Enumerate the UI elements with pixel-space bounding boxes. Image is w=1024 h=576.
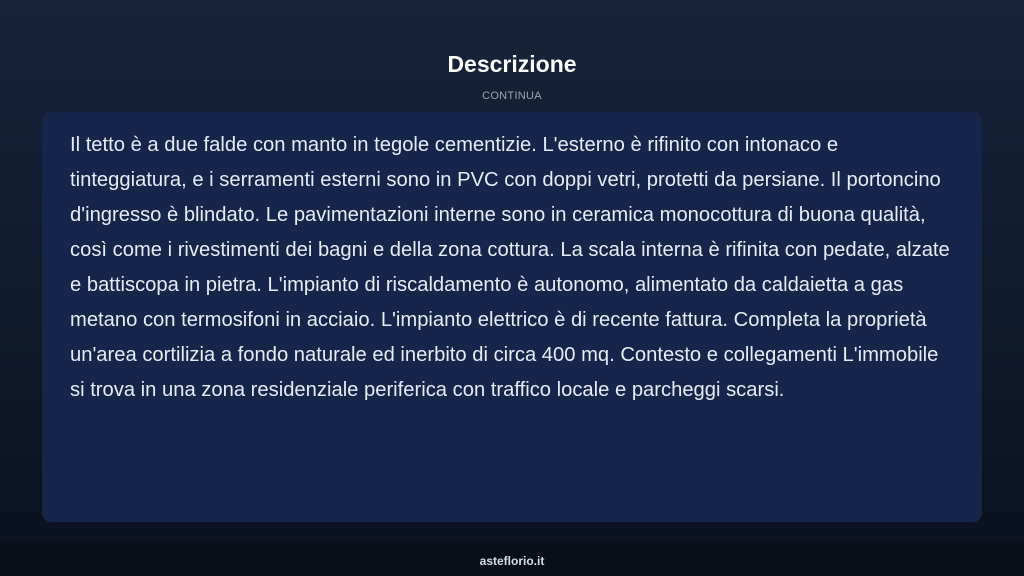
description-text: Il tetto è a due falde con manto in tegole cementizie. L'esterno è rifinito con intonaco e tinteggiatura, e i serramenti esterni sono in PVC con doppi vetri, protetti da persiane. Il portoncino d'ingresso è blindato. Le pavimentazioni interne sono in ceramica monocottura di buona qualità, così come i rivestimenti dei bagni e della zona cottura. La scala interna è rifinita con pedate, alzate e battiscopa in pietra. L'impianto di riscaldamento è autonomo, alimentato da caldaietta a gas metano con termosifoni in acciaio. L'impianto elettrico è di recente fattura. Completa la proprietà un'area cortilizia a fondo naturale ed inerbito di circa 400 mq. Contesto e collegamenti L'immobile si trova in una zona residenziale periferica con traffico locale e parcheggi scarsi. [70, 134, 950, 401]
page-subtitle: CONTINUA [482, 90, 542, 102]
footer-bar [0, 543, 1024, 576]
description-card [42, 112, 982, 522]
footer-site-label: asteflorio.it [479, 554, 545, 568]
page-title: Descrizione [447, 51, 577, 77]
